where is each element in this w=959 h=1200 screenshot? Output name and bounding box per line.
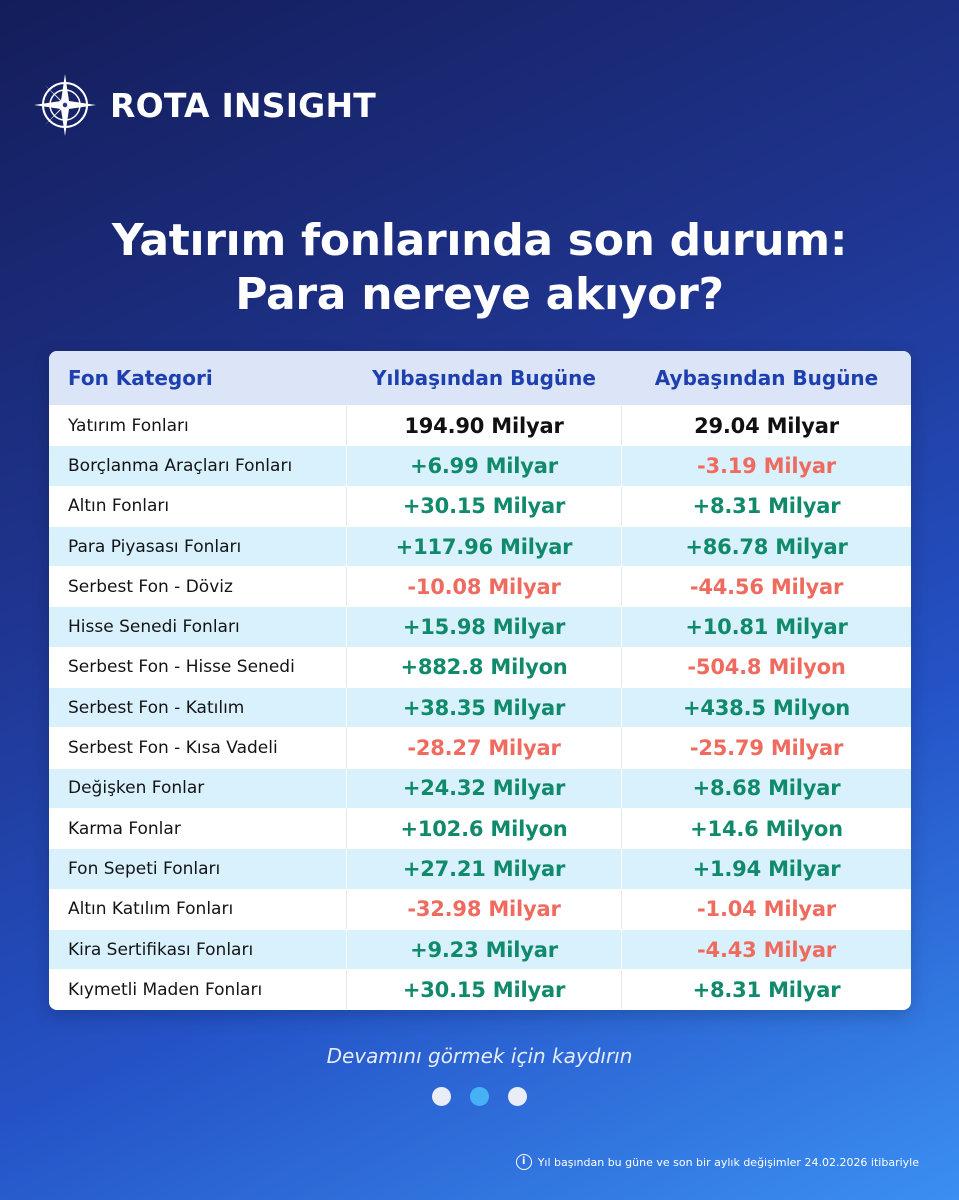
mtd-flow-value: -4.43 Milyar [697, 937, 836, 962]
compass-rose-icon [32, 72, 98, 138]
mtd-flow-value: +10.81 Milyar [685, 615, 848, 640]
ytd-flow-value: +15.98 Milyar [346, 607, 622, 646]
footnote [516, 1154, 919, 1170]
table-row [49, 526, 911, 566]
mtd-flow-value: +438.5 Milyon [682, 695, 851, 720]
pagination-dot[interactable] [432, 1087, 451, 1106]
fund-category-name: Kira Sertifikası Fonları [68, 939, 254, 960]
ytd-flow-value: +24.32 Milyar [346, 769, 622, 808]
fund-category-name: Serbest Fon - Katılım [68, 697, 245, 718]
mtd-flow-value: +1.94 Milyar [692, 856, 841, 881]
mtd-flow-value: 29.04 Milyar [694, 413, 839, 438]
table-row [49, 768, 911, 808]
table-row [49, 969, 911, 1009]
table-row [49, 445, 911, 485]
ytd-flow-value: -28.27 Milyar [346, 728, 622, 767]
header-category: Fon Kategori [68, 366, 213, 390]
fund-category-name: Serbest Fon - Döviz [68, 576, 233, 597]
pagination-dot[interactable] [508, 1087, 527, 1106]
mtd-flow-value: -504.8 Milyon [687, 655, 846, 680]
table-row [49, 929, 911, 969]
fund-category-name: Kıymetli Maden Fonları [68, 979, 263, 1000]
mtd-flow-value: -1.04 Milyar [697, 897, 836, 922]
mtd-flow-value: -3.19 Milyar [697, 453, 836, 478]
ytd-flow-value: +102.6 Milyon [346, 809, 622, 848]
mtd-flow-value: -44.56 Milyar [689, 574, 844, 599]
ytd-flow-value: +27.21 Milyar [346, 849, 622, 888]
table-header [49, 351, 911, 405]
ytd-flow-value: +882.8 Milyon [346, 648, 622, 687]
ytd-flow-value: -10.08 Milyar [346, 567, 622, 606]
fund-flows-table [49, 351, 911, 1010]
mtd-flow-value: +8.31 Milyar [692, 494, 841, 519]
fund-category-name: Para Piyasası Fonları [68, 536, 242, 557]
title-line-2: Para nereye akıyor? [235, 269, 724, 320]
table-body [49, 405, 911, 1009]
fund-category-name: Hisse Senedi Fonları [68, 617, 240, 638]
table-row [49, 566, 911, 606]
table-row [49, 727, 911, 767]
fund-category-name: Serbest Fon - Hisse Senedi [68, 657, 295, 678]
ytd-flow-value: +117.96 Milyar [346, 527, 622, 566]
ytd-flow-value: +9.23 Milyar [346, 930, 622, 969]
table-row [49, 848, 911, 888]
mtd-flow-value: +14.6 Milyon [690, 816, 843, 841]
fund-category-name: Altın Fonları [68, 496, 170, 517]
table-row [49, 405, 911, 445]
ytd-flow-value: +30.15 Milyar [346, 970, 622, 1009]
mtd-flow-value: +86.78 Milyar [685, 534, 848, 559]
ytd-flow-value: 194.90 Milyar [346, 406, 622, 445]
fund-category-name: Yatırım Fonları [68, 415, 189, 436]
pagination-dot[interactable] [470, 1087, 489, 1106]
table-row [49, 687, 911, 727]
fund-category-name: Değişken Fonlar [68, 778, 205, 799]
fund-category-name: Serbest Fon - Kısa Vadeli [68, 738, 278, 759]
fund-category-name: Karma Fonlar [68, 818, 181, 839]
mtd-flow-value: -25.79 Milyar [689, 736, 844, 761]
carousel-pagination [0, 1087, 959, 1106]
brand-logo [32, 72, 376, 138]
fund-category-name: Fon Sepeti Fonları [68, 858, 221, 879]
table-row [49, 647, 911, 687]
footnote-text: Yıl başından bu güne ve son bir aylık değişimler 24.02.2026 itibariyle [537, 1155, 919, 1169]
ytd-flow-value: +6.99 Milyar [346, 446, 622, 485]
ytd-flow-value: +38.35 Milyar [346, 688, 622, 727]
fund-category-name: Altın Katılım Fonları [68, 899, 234, 920]
scroll-hint: Devamını görmek için kaydırın [326, 1044, 633, 1068]
mtd-flow-value: +8.31 Milyar [692, 977, 841, 1002]
table-row [49, 808, 911, 848]
fund-category-name: Borçlanma Araçları Fonları [68, 455, 293, 476]
header-ytd: Yılbaşından Bugüne [372, 366, 596, 390]
table-row [49, 606, 911, 646]
ytd-flow-value: +30.15 Milyar [346, 487, 622, 526]
table-row [49, 486, 911, 526]
ytd-flow-value: -32.98 Milyar [346, 890, 622, 929]
page-title [0, 214, 959, 322]
title-line-1: Yatırım fonlarında son durum: [111, 215, 848, 266]
info-icon: i [516, 1154, 532, 1170]
brand-name: ROTA INSIGHT [110, 85, 376, 125]
table-row [49, 889, 911, 929]
mtd-flow-value: +8.68 Milyar [692, 776, 841, 801]
header-mtd: Aybaşından Bugüne [654, 366, 879, 390]
